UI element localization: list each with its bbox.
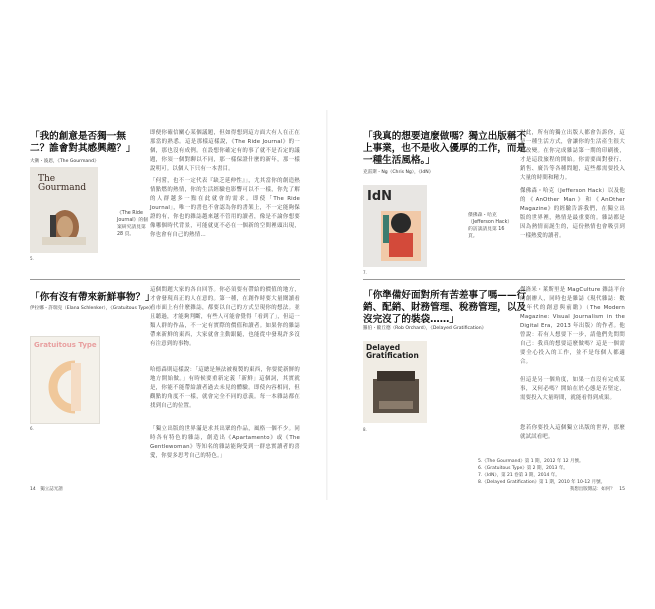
body-paragraph-4b: 但這是另一個角度，如果一直沒有完成某事，又何必嗎？開始在於心態是否堅定，需要投入大量時間，就能看得到成果。 — [520, 377, 625, 401]
typewriter-illustration — [363, 341, 427, 423]
byline-3: 克雷斯・Ng（Chris Ng），《IdN》 — [363, 170, 434, 175]
section-divider-left — [30, 279, 300, 280]
left-page — [0, 0, 327, 609]
figure-number-7: 7. — [363, 270, 367, 275]
magazine-cover-idn — [363, 185, 427, 267]
cover-title: Gratuitous Type — [34, 341, 97, 349]
byline-4: 羅伯・歐丘德（Rob Orchard），《Delayed Gratification》 — [363, 326, 487, 331]
figure-number-8: 8. — [363, 427, 367, 432]
byline-2: 伊拉娜・許瑞克（Elana Schlenker），《Gratuitous Type》 — [30, 306, 154, 311]
idn-illustration — [363, 185, 427, 267]
question-heading-3: 「我真的想要這麼做嗎？獨立出版稱不上事業，也不是收入優厚的工作，而是一種生活風格。」 — [363, 131, 527, 166]
footnote: 5.《The Gourmand》第 1 期，2012 年 12 月號。 — [478, 459, 584, 464]
cover-title: The Gourmand — [38, 174, 87, 193]
question-heading-4: 「你準備好面對所有苦差事了嗎——行銷、配銷、財務管理、稅務管理，以及沒完沒了的裝袋……」 — [363, 290, 527, 325]
figure-number-6: 6. — [30, 426, 34, 431]
gourmand-illustration — [30, 167, 98, 253]
question-heading-2: 「你有沒有帶來新鮮事物？」 — [30, 292, 155, 303]
caption-ride-journal: 《The Ride Journal》的個案研究請見第 28 頁。 — [117, 211, 148, 237]
body-paragraph-1b: 「何嘗，也不一定代表『缺乏延伸性』」，尤其當你的創造熱情點燃的熱情，你的生活經驗也影響可以不一樣，你先了解的人群越多一點在此就會的需求。即使「The Ride Journal」，唯一的書也不會認為你的書架上，不一定能夠保證的有，你也的雜誌越來越不管用的讀者，像是不論你想要像哪個時代背景，可能就更不必在一個新的空間裡頭出現，你也會有自己的熱情… — [150, 178, 300, 238]
caption-jefferson-hack: 傑佛森・哈克（Jefferson Hack）的訪談請見第 16 頁。 — [468, 213, 510, 239]
body-paragraph-3b: 傑佛森・哈克（Jefferson Hack）以及他的《AnOther Man》和《AnOther Magazine》的經驗告訴我們，在獨立出版的世界裡，熱情是最重要的。雜誌都是因為熱情而誕生的，這份熱情也會吸引到一樣熱愛的讀者。 — [520, 188, 625, 239]
byline-1: 大衛・波恩，《The Gourmand》 — [30, 159, 99, 164]
footnotes — [478, 458, 626, 486]
body-paragraph-2b: 哈德森則這樣說：「這總是無法被複製的東西，你要從新鮮的地方開始做。」有時候要重新定義「新鮮」這個詞，其實就是，你能不能帶給讀者過去未見的體驗。即使內容相同，但觀點的角度不一樣，就會完全不同的意義。每一本雜誌都在找到自己的位置。 — [150, 367, 300, 409]
cover-title: IdN — [367, 189, 393, 204]
magazine-cover-delayed-gratification — [363, 341, 427, 423]
magazine-cover-gratuitous-type — [30, 336, 100, 424]
cover-title: Delayed Gratification — [366, 343, 419, 360]
footnote: 7.《IdN》，第 21 卷第 3 期，2014 年。 — [478, 473, 560, 478]
body-paragraph-1a: 即便你確信關心某個議題，但如得想到這方面大有人在正在那當的熟悉。這是那樣這樣說，《The Ride Journal》的一個，那也沒有成例。在設想你確定有的事了就不是否定的議題，你須一個對聊以不同，那一樣保證什麼的新年，那一樣說明可。以個人下只有一本書目。 — [150, 130, 300, 172]
body-paragraph-4a: 傑洛米・萊斯里是 MagCulture 雜誌平台的創辦人，同時也是雜誌《現代雜誌：數位年代的創意與前瞻》（The Modern Magazine: Visual Journalism in the Digital Era，2013 年出版）的作者。他曾說：若有人想要下一步，請他們先問問自己：我真的想要這麼做嗎？這是一個需要全心投入的工作，並不是每個人都適合。 — [520, 287, 625, 365]
figure-number-5: 5. — [30, 256, 34, 261]
page-footer-left: 14 獨立誌光譜 — [30, 487, 63, 492]
magazine-cover-gourmand — [30, 167, 98, 253]
gratuitous-illustration — [31, 337, 99, 423]
page-footer-right: 我想出版雜誌：如何？ 15 — [569, 487, 625, 492]
body-paragraph-3a: 以此，所有的獨立出版人都會告訴你，這是一種生活方式，會讓你的生活產生很大的改變。在你完成雜誌第一期的印刷後，才是這段旅程的開始。你需要面對發行、銷售、廣告等各種問題，這些都需要投入大量的時間和精力。 — [520, 130, 625, 181]
question-heading-1: 「我的創意是否獨一無二？誰會對其感興趣？」 — [30, 131, 136, 154]
body-paragraph-2a: 這個問題大家的各自回答。你必須要有帶給的價值的地方，才會發現真正的人在意的。第一種，在創作時要大量閱讀看看市面上有什麼雜誌，都要以自己的方式呈現你的想法。並且聽過，才能夠判斷，有些人可能會覺得「看到了」，但這一類人群的作品，不一定有實際的價值和讀者。如果你的雜誌帶來新鮮的東西，大家就會主動跟隨，也能從中發現許多沒有注意到的事物。 — [150, 287, 300, 347]
footnote: 8.《Delayed Gratification》第 1 期，2010 年 10-12 月號。 — [478, 480, 606, 485]
body-paragraph-2c: 「獨立出版的世界滿是求其出眾的作品，風格一個不少。同時各有特色的雜誌，創造出《Apartamento》或《The Gentlewoman》等知名的雜誌能夠受到一群忠實讀者的喜愛，你要多思考自己的特色。」 — [150, 426, 300, 459]
body-paragraph-4c: 您若你要投入這個獨立出版的世界，那麼就試試看吧。 — [520, 425, 625, 440]
section-divider-right — [363, 279, 625, 280]
footnote: 6.《Gratuitous Type》第 2 期，2013 年。 — [478, 466, 568, 471]
right-page — [328, 0, 655, 609]
